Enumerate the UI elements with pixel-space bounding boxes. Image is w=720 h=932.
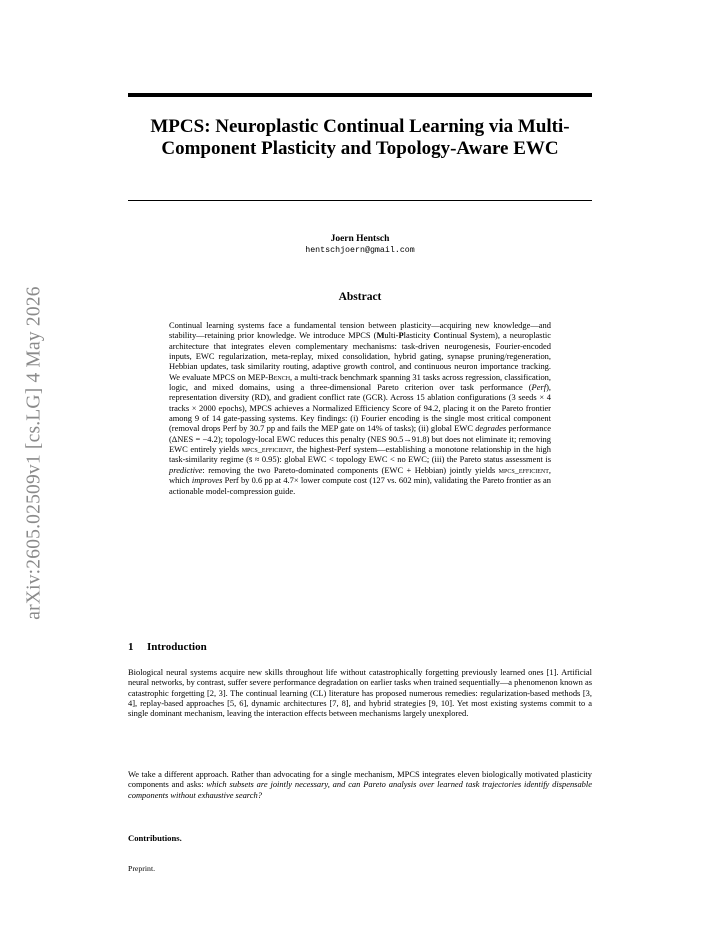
research-question: which subsets are jointly necessary, and can Pareto analysis over learned task trajectories identify dispensable components without exhaustive search? <box>128 779 592 800</box>
author-email: hentschjoern@gmail.com <box>305 246 415 255</box>
arxiv-identifier <box>19 262 51 644</box>
section-heading-introduction <box>128 641 592 653</box>
paper-title: MPCS: Neuroplastic Continual Learning via Multi-Component Plasticity and Topology-Aware EWC <box>150 116 570 159</box>
author-block <box>128 233 592 256</box>
abstract-body: Continual learning systems face a fundamental tension between plasticity—acquiring new knowledge—and stability—retaining prior knowledge. We introduce MPCS (Multi-Plasticity Continual System), a neuroplastic architecture that integrates eleven complementary mechanisms: task-driven neurogenesis, Fourier-encoded inputs, EWC regularization, meta-replay, mixed consolidation, hybrid gating, synapse pruning/regeneration, Hebbian updates, task similarity routing, adaptive growth control, and continuous neuron importance tracking. We evaluate MPCS on MEP-Bench, a multi-track benchmark spanning 31 tasks across regression, classification, logic, and mixed domains, using a three-dimensional Pareto criterion over task performance (Perf), representation diversity (RD), and gradient conflict rate (GCR). Across 15 ablation configurations (3 seeds × 4 tracks × 2000 epochs), MPCS achieves a Normalized Efficiency Score of 94.2, placing it on the Pareto frontier among 9 of 14 gate-passing systems. Key findings: (i) Fourier encoding is the single most critical component (removal drops Perf by 30.7 pp and fails the MEP gate on 14% of tasks); (ii) global EWC degrades performance (ΔNES = −4.2); topology-local EWC reduces this penalty (NES 90.5→91.8) but does not eliminate it; removing EWC entirely yields mpcs_efficient, the highest-Perf system—establishing a monotone relationship in the high task-similarity regime (s̄ ≈ 0.95): global EWC < topology EWC < no EWC; (iii) the Pareto status assessment is predictive: removing the two Pareto-dominated components (EWC + Hebbian) jointly yields mpcs_efficient, which improves Perf by 0.6 pp at 4.7× lower compute cost (127 vs. 602 min), validating the Pareto frontier as an actionable model-compression guide. <box>169 320 552 496</box>
abstract-heading: Abstract <box>338 291 382 303</box>
section-number: 1 <box>128 641 134 653</box>
intro-paragraph-2: We take a different approach. Rather than advocating for a single mechanism, MPCS integrates eleven biologically motivated plasticity components and asks: which subsets are jointly necessary, and can Pareto analysis over learned task trajectories identify dispensable components without exhaustive search? <box>128 769 592 800</box>
intro-paragraph-1: Biological neural systems acquire new skills throughout life without catastrophically forgetting previously learned ones [1]. Artificial neural networks, by contrast, suffer severe performance degradation on earlier tasks when trained sequentially—a phenomenon known as catastrophic forgetting [2, 3]. The continual learning (CL) literature has proposed numerous remedies: regularization-based methods [3, 4], replay-based approaches [5, 6], dynamic architectures [7, 8], and hybrid strategies [9, 10]. Yet most existing systems commit to a single dominant mechanism, leaving the interaction effects between mechanisms largely unexplored. <box>128 667 592 719</box>
contributions-heading: Contributions. <box>128 833 182 843</box>
author-name: Joern Hentsch <box>330 234 390 244</box>
preprint-footnote: Preprint. <box>128 864 156 873</box>
section-title: Introduction <box>147 641 207 653</box>
title-top-rule <box>128 93 592 97</box>
title-bottom-rule <box>128 200 592 201</box>
arxiv-id-text: arXiv:2605.02509v1 [cs.LG] 4 May 2026 <box>24 286 45 620</box>
